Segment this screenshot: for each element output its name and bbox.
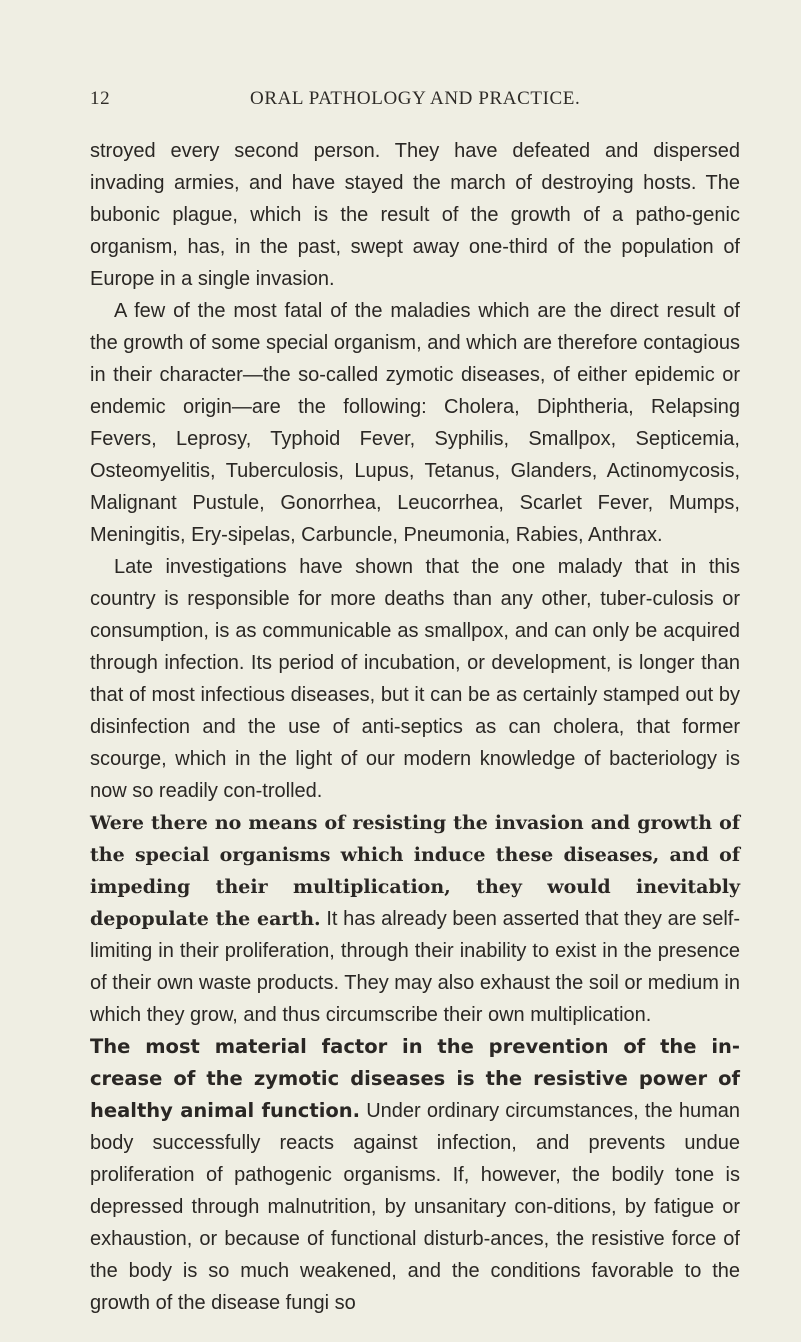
page-header (90, 88, 710, 116)
paragraph-2: A few of the most fatal of the maladies which are the direct result of the growth of some special organism, and which are therefore contagious in their character—the so-called zymotic diseases, of either epidemic or endemic origin—are the following: Cholera, Diphtheria, Relapsing Fevers, Leprosy, Typhoid Fever, Syphilis, Smallpox, Septicemia, Osteomyelitis, Tuberculosis, Lupus, Tetanus, Glanders, Actinomycosis, Malignant Pustule, Gonorrhea, Leucorrhea, Scarlet Fever, Mumps, Meningitis, Ery-sipelas, Carbuncle, Pneumonia, Rabies, Anthrax. (90, 300, 740, 546)
body-text (90, 135, 740, 1319)
paragraph-5-bold-lead: The most material factor in the prevention of the in-crease of the zymotic diseases is the resistive power of healthy animal function. (90, 1035, 740, 1122)
paragraph-4 (90, 807, 740, 1031)
paragraph-1: stroyed every second person. They have defeated and dispersed invading armies, and have stayed the march of destroying hosts. The bubonic plague, which is the result of the growth of a patho-genic organism, has, in the past, swept away one-third of the population of Europe in a single invasion. (90, 140, 740, 290)
paragraph-4-text: It has already been asserted that they are self-limiting in their proliferation, through their inability to exist in the presence of their own waste products. They may also exhaust the soil or medium in which they grow, and thus circumscribe their own multiplication. (90, 908, 740, 1026)
paragraph-4-bold-lead: Were there no means of resisting the invasion and growth of the special organisms which induce these diseases, and of impeding their multiplication, they would inevitably depopulate the earth. (90, 812, 740, 930)
running-title: ORAL PATHOLOGY AND PRACTICE. (250, 88, 581, 109)
paragraph-5 (90, 1031, 740, 1319)
paragraph-3: Late investigations have shown that the one malady that in this country is responsible for more deaths than any other, tuber-culosis or consumption, is as communicable as smallpox, and can only be acquired through infection. Its period of incubation, or development, is longer than that of most infectious diseases, but it can be as certainly stamped out by disinfection and the use of anti-septics as can cholera, that former scourge, which in the light of our modern knowledge of bacteriology is now so readily con-trolled. (90, 556, 740, 802)
page-number: 12 (90, 88, 111, 109)
paragraph-5-text: Under ordinary circumstances, the human body successfully reacts against infection, and prevents undue proliferation of pathogenic organisms. If, however, the bodily tone is depressed through malnutrition, by unsanitary con-ditions, by fatigue or exhaustion, or because of functional disturb-ances, the resistive force of the body is so much weakened, and the conditions favorable to the growth of the disease fungi so (90, 1100, 740, 1314)
